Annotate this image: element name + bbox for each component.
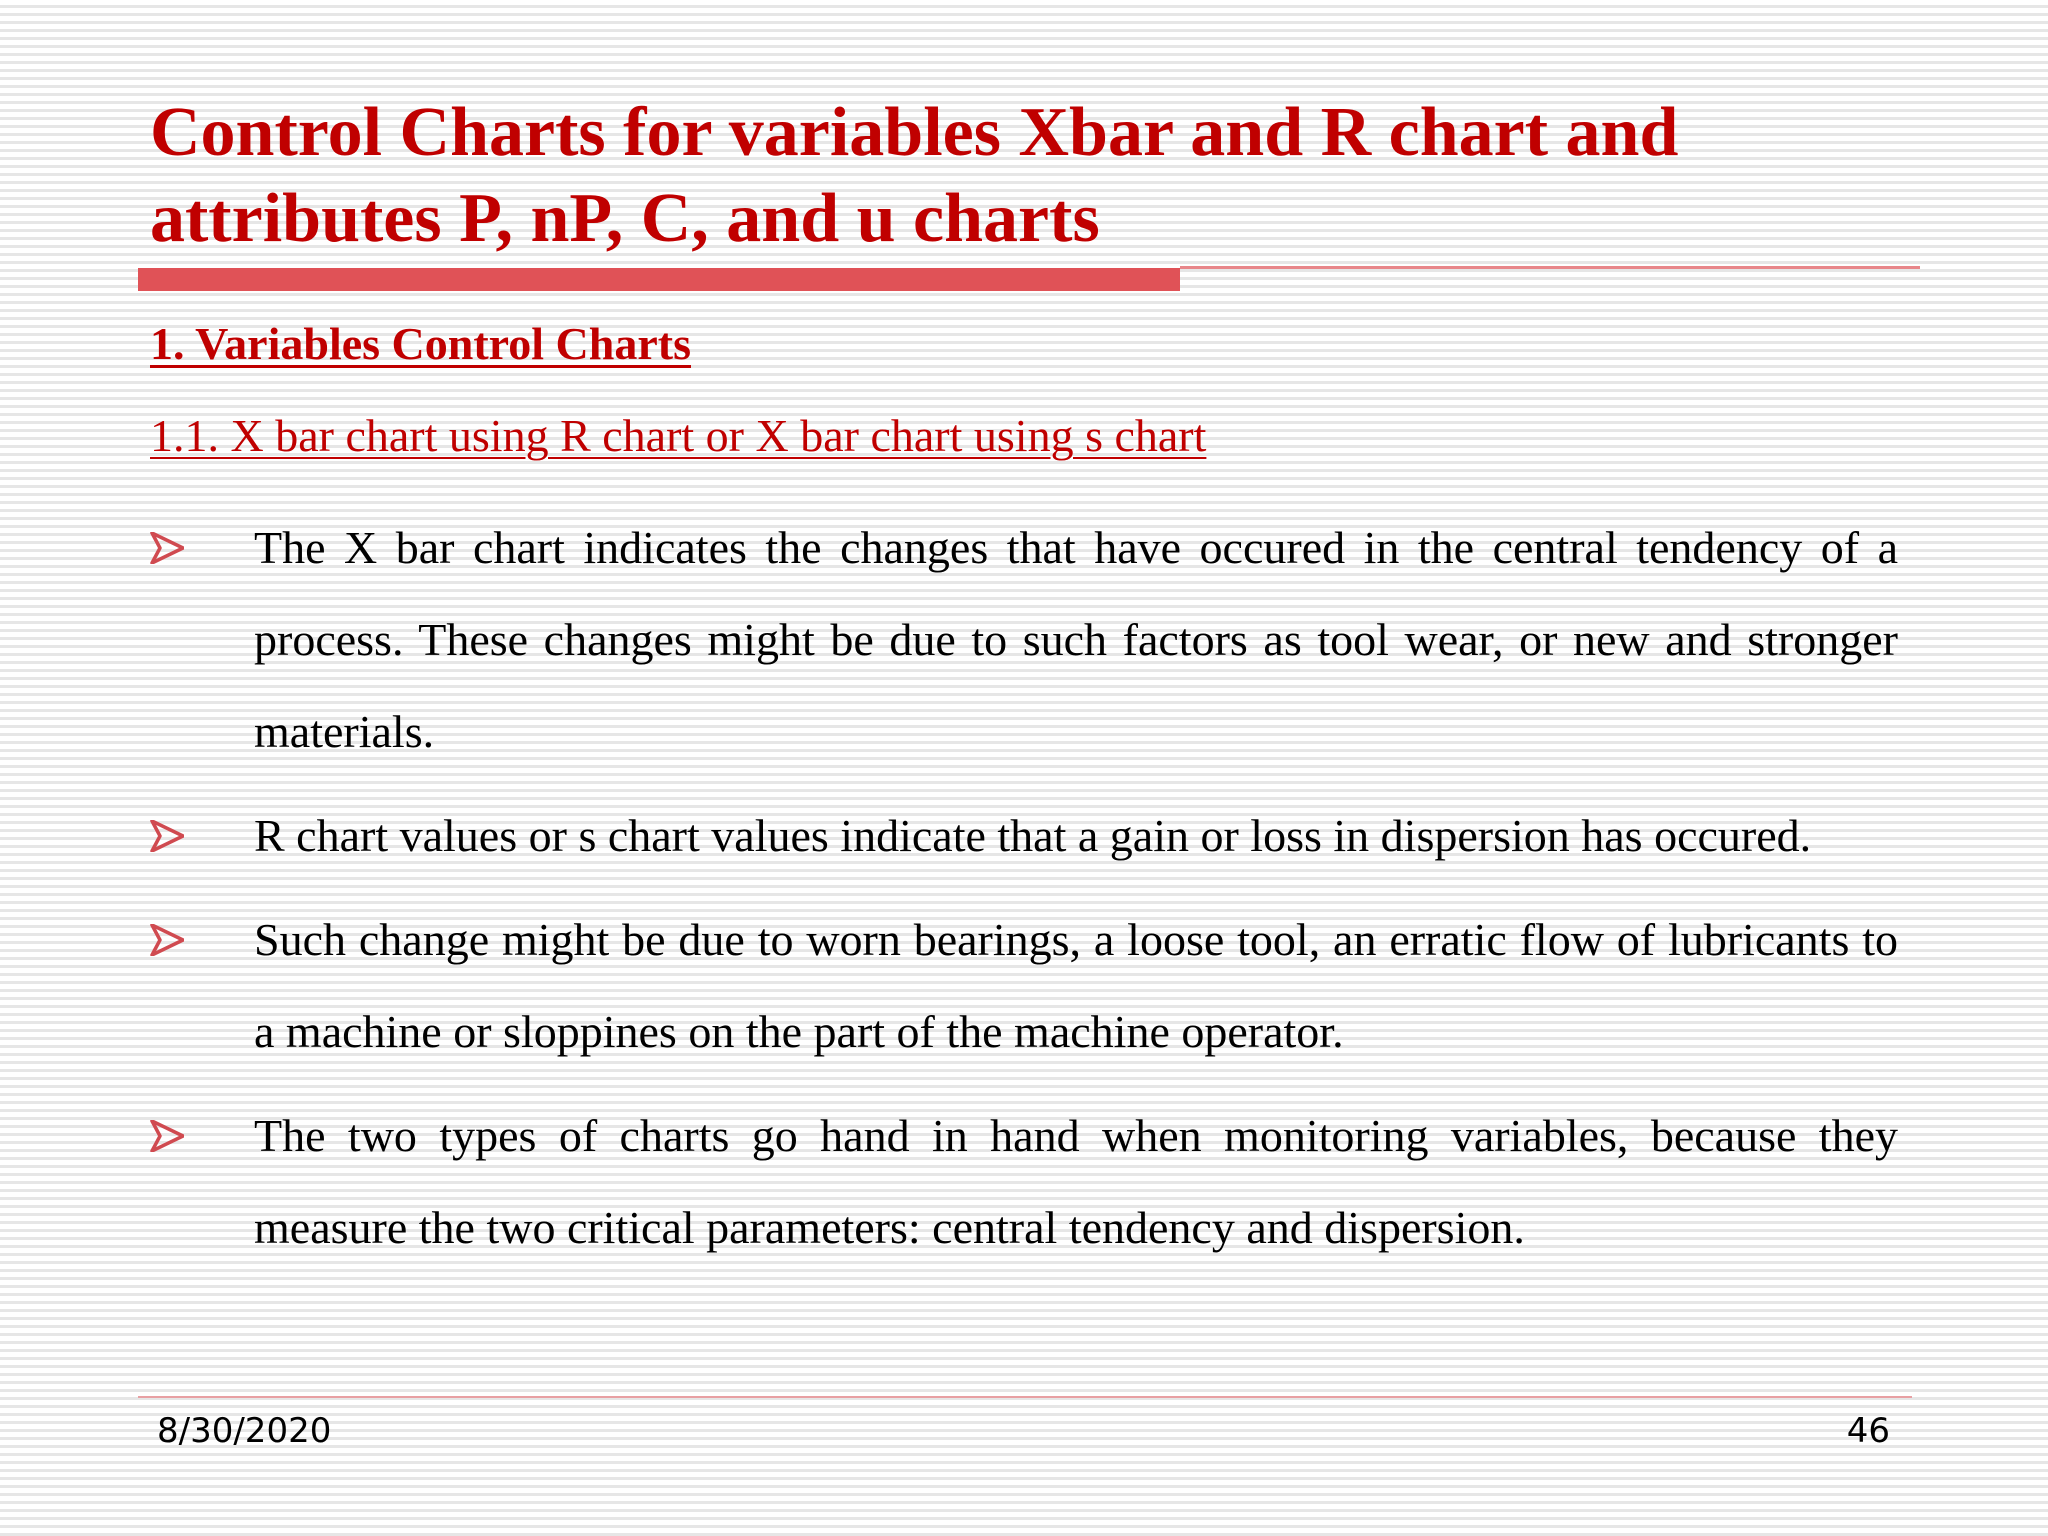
bullet-item <box>150 790 1898 882</box>
title-rule-thin <box>1180 266 1920 269</box>
bullet-list <box>150 502 1898 1286</box>
footer-rule <box>138 1396 1912 1398</box>
bullet-item <box>150 1090 1898 1274</box>
slide-title: Control Charts for variables Xbar and R chart and attributes P, nP, C, and u charts <box>150 94 1679 257</box>
bullet-text: The X bar chart indicates the changes that have occured in the central tendency of a process. These changes might be due to such factors as tool wear, or new and stronger materials. <box>254 522 1898 757</box>
bullet-text: R chart values or s chart values indicate that a gain or loss in dispersion has occured. <box>254 810 1812 861</box>
bullet-text: Such change might be due to worn bearings, a loose tool, an erratic flow of lubricants to a machine or sloppines on the part of the machine operator. <box>254 914 1898 1057</box>
section-heading: 1. Variables Control Charts <box>150 318 691 369</box>
page-number: 46 <box>1846 1411 1890 1451</box>
footer-date: 8/30/2020 <box>157 1411 332 1451</box>
arrowhead-bullet-icon <box>150 820 184 852</box>
title-rule-thick <box>138 268 1180 291</box>
subsection-heading: 1.1. X bar chart using R chart or X bar chart using s chart <box>150 410 1207 461</box>
bullet-item <box>150 894 1898 1078</box>
arrowhead-bullet-icon <box>150 1120 184 1152</box>
arrowhead-bullet-icon <box>150 532 184 564</box>
bullet-item <box>150 502 1898 778</box>
bullet-text: The two types of charts go hand in hand when monitoring variables, because they measure the two critical parameters: central tendency and dispersion. <box>254 1110 1898 1253</box>
arrowhead-bullet-icon <box>150 924 184 956</box>
